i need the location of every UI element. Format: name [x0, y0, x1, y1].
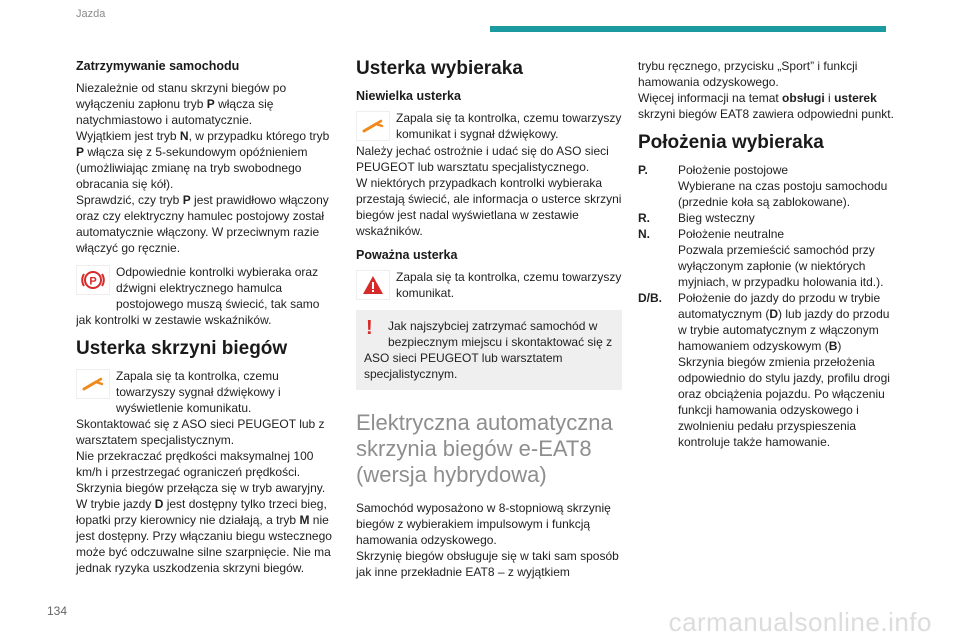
paragraph-continued-1: trybu ręcznego, przycisku „Sport” i funkcji hamowania odzyskowego.	[638, 59, 858, 89]
wrench-warning-icon	[76, 369, 110, 399]
paragraph-stop-3: Sprawdzić, czy tryb P jest prawidłowo włączony oraz czy elektryczny hamulec postojowy został automatycznie włączony. W przeciwnym razie włączyć go ręcznie.	[76, 193, 329, 255]
paragraph-eeat8-1: Samochód wyposażono w 8-stopniową skrzynię biegów z wybierakiem impulsowym i funkcją hamowania odzyskowego.	[356, 501, 611, 547]
triangle-alert-icon	[356, 270, 390, 300]
paragraph-minor-1: Należy jechać ostrożnie i udać się do ASO sieci PEUGEOT lub warsztatu specjalistycznego.	[356, 144, 609, 174]
position-key: N.	[638, 227, 650, 241]
parking-indicator-note	[76, 264, 338, 328]
minor-fault-note	[356, 110, 622, 143]
major-fault-icon-text: Zapala się ta kontrolka, czemu towarzyszy komunikat.	[396, 270, 622, 300]
exclamation-icon: !	[366, 317, 373, 339]
paragraph-stop-1: Niezależnie od stanu skrzyni biegów po wyłączeniu zapłonu tryb P włącza się natychmiastowo i automatycznie.	[76, 81, 287, 127]
header-accent-bar	[490, 26, 886, 32]
minor-fault-icon-text: Zapala się ta kontrolka, czemu towarzyszy komunikat i sygnał dźwiękowy.	[396, 111, 622, 141]
position-description: Położenie postojowe Wybierane na czas postoju samochodu (przednie koła są zablokowane).	[678, 163, 888, 209]
wrench-warning-icon	[356, 111, 390, 141]
position-description: Bieg wsteczny	[678, 211, 755, 225]
position-key: R.	[638, 211, 650, 225]
paragraph-fault-1: Skontaktować się z ASO sieci PEUGEOT lub z warsztatem specjalistycznym.	[76, 417, 325, 447]
parking-brake-warning-icon	[76, 265, 110, 295]
page-number: 134	[47, 604, 68, 618]
paragraph-fault-4: W trybie jazdy D jest dostępny tylko trzeci bieg, łopatki przy kierownicy nie działają, a tryb M nie jest dostępny. Przy włączaniu biegu wstecznego może być odczuwalne silne szarpnięcie. Nie ma jednak ryzyka uszkodzenia skrzyni biegów.	[76, 497, 332, 575]
paragraph-minor-2: W niektórych przypadkach kontrolki wybieraka przestają świecić, ale informacja o usterce skrzyni biegów jest nadal wyświetlana w zestawie wskaźników.	[356, 176, 622, 238]
header-section-title: Jazda	[76, 8, 106, 20]
paragraph-fault-2: Nie przekraczać prędkości maksymalnej 100 km/h i przestrzegać ograniczeń prędkości.	[76, 449, 314, 479]
heading-major-fault: Poważna usterka	[356, 248, 458, 262]
heading-stopping-vehicle: Zatrzymywanie samochodu	[76, 59, 240, 73]
heading-eeat8: Elektryczna automatyczna skrzynia biegów e-EAT8 (wersja hybrydowa)	[356, 410, 613, 487]
position-description: Położenie do jazdy do przodu w trybie automatycznym (D) lub jazdy do przodu w trybie automatycznym z włączonym hamowaniem odzyskowym (B) Skrzynia biegów zmienia przełożenia odpowiednio do stylu jazdy, profilu drogi oraz obciążenia pojazdu. Po włączeniu funkcji hamowania odzyskowego i zwolnieniu pedału przyspieszenia kontroluje także hamowanie.	[678, 291, 890, 449]
gearbox-fault-note	[76, 368, 338, 416]
column-2	[356, 58, 622, 580]
heading-selector-positions: Położenia wybieraka	[638, 132, 824, 153]
column-3	[638, 58, 900, 450]
major-fault-note	[356, 269, 622, 302]
watermark-text: carmanualsonline.info	[668, 607, 932, 637]
svg-text:P: P	[89, 275, 97, 288]
safety-notice-box	[356, 310, 622, 390]
position-description: Położenie neutralne Pozwala przemieścić samochód przy wyłączonym zapłonie (w niektórych myjniach, w przypadku holowania itd.).	[678, 227, 884, 289]
paragraph-eeat8-2: Skrzynię biegów obsługuje się w taki sam sposób jak inne przekładnie EAT8 – z wyjątkiem	[356, 549, 619, 579]
heading-selector-fault: Usterka wybieraka	[356, 58, 523, 79]
parking-indicator-text: Odpowiednie kontrolki wybieraka oraz dźwigni elektrycznego hamulca postojowego muszą świecić, tak samo jak kontrolki w zestawie wskaźników.	[76, 265, 320, 327]
paragraph-stop-2: Wyjątkiem jest tryb N, w przypadku którego tryb P włącza się z 5-sekundowym opóźnieniem (umożliwiając zmianę na tryb swobodnego obracania się kół).	[76, 129, 330, 191]
heading-minor-fault: Niewielka usterka	[356, 89, 461, 103]
position-key: P.	[638, 163, 648, 177]
column-1	[76, 58, 338, 576]
paragraph-fault-3: Skrzynia biegów przełącza się w tryb awaryjny.	[76, 481, 326, 495]
gearbox-fault-icon-text: Zapala się ta kontrolka, czemu towarzyszy sygnał dźwiękowy i wyświetlenie komunikatu.	[116, 369, 281, 415]
heading-gearbox-fault: Usterka skrzyni biegów	[76, 338, 288, 359]
safety-notice-text: Jak najszybciej zatrzymać samochód w bezpiecznym miejscu i skontaktować się z ASO sieci PEUGEOT lub warsztatem specjalistycznym.	[364, 319, 613, 381]
selector-positions-list	[638, 162, 900, 450]
position-key: D/B.	[638, 291, 662, 305]
paragraph-continued-2: Więcej informacji na temat obsługi i usterek skrzyni biegów EAT8 zawiera odpowiedni punkt.	[638, 91, 894, 121]
